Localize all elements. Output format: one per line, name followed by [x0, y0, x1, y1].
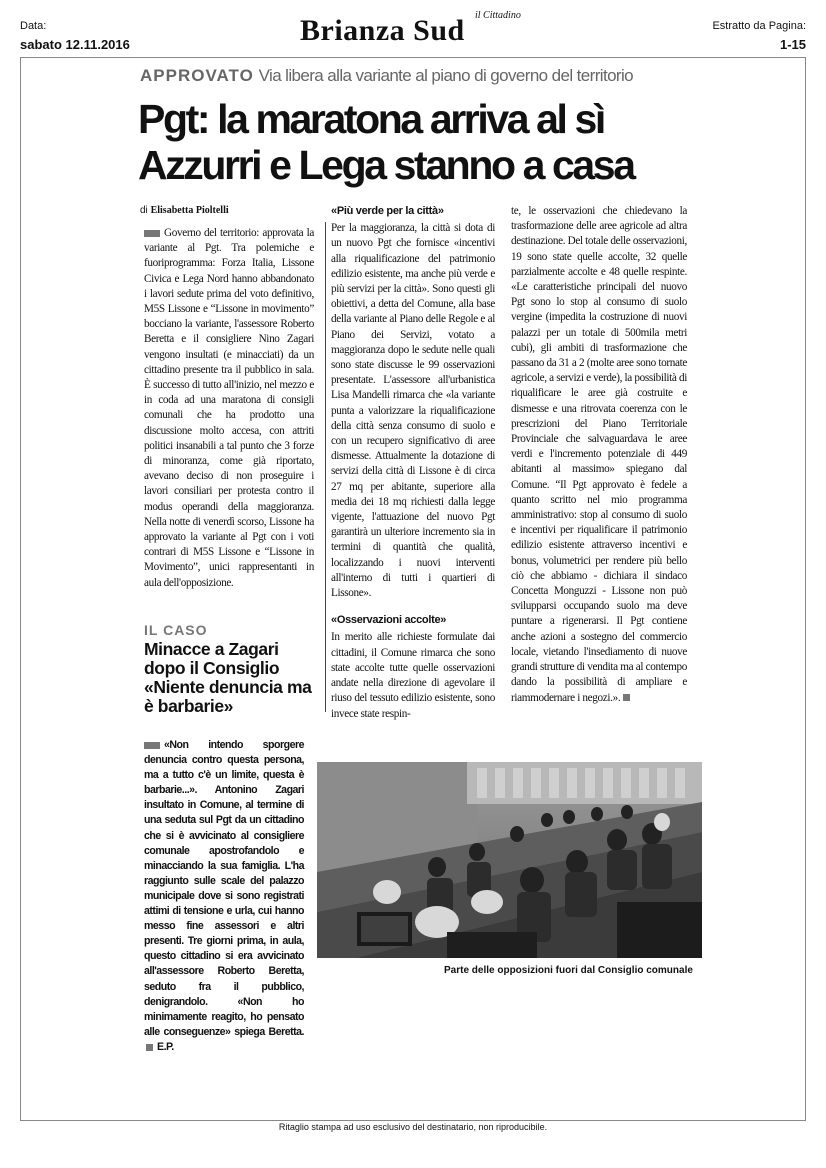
- col2-text-2: In merito alle richieste formulate dai cittadini, il Comune rimarca che sono state accolte tutte quelle osservazioni andate nella direzione di agevolare il riuso del tessuto edilizio esistente, sono invece state respin-: [331, 631, 495, 720]
- date-value: sabato 12.11.2016: [20, 37, 130, 52]
- column-divider: [325, 222, 326, 712]
- photo-caption: Parte delle opposizioni fuori dal Consiglio comunale: [444, 965, 693, 976]
- sidebar-signature: E.P.: [157, 1040, 174, 1053]
- article-column-3: [511, 204, 687, 706]
- page-value: 1-15: [779, 37, 806, 52]
- title-line-2: Azzurri e Lega stanno a casa: [138, 142, 634, 188]
- subhead-osservazioni: «Osservazioni accolte»: [331, 614, 447, 627]
- col1-text: Governo del territorio: approvata la variante al Pgt. Tra polemiche e fuoriprogramma: Forza Italia, Lissone Civica e Lega Nord hanno abbandonato i lavori sedute prima del voto definitivo, M5S Lissone e “Lissone in movimento” bocciano la variante, l'assessore Roberto Beretta e il consigliere Nino Zagari vengono insultati (e minacciati) da un cittadino presente tra il pubblico in sala. È successo di tutto all'inizio, nel mezzo e in coda ad una maratona di consigli comunali che ha prodotto una discussione molto accesa, con attriti politici insanabili a tal punto che 3 forze di minoranza, come già riportato, avevano deciso di non proseguire i lavori consiliari per protesta contro il modus operandi della maggioranza. Nella notte di venerdì scorso, Lissone ha approvato la variante al Pgt con i voti contrari di M5S Lissone e “Lissone in Movimento”, unici rappresentanti in aula dell'opposizione.: [144, 227, 314, 589]
- council-photo: [317, 762, 702, 958]
- end-square-icon: [623, 694, 630, 701]
- masthead-small: il Cittadino: [475, 10, 521, 21]
- page-label: Estratto da Pagina:: [712, 20, 806, 32]
- square-bullet-icon: [144, 742, 160, 749]
- kicker-tag: APPROVATO: [140, 66, 254, 85]
- sidebar-text: «Non intendo sporgere denuncia contro questa persona, ma a tutto c'è un limite, questa è barbarie...». Antonino Zagari insultato in Comune, al termine di una seduta sul Pgt da un cittadino che si è avvicinato al consigliere comunale apostrofandolo e minacciando la sua famiglia. L'ha raggiunto sulle scale del palazzo municipale dove si sono registrati attimi di tensione e urla, cui hanno messo fine assessori e altri presenti. Tre giorni prima, in aula, questo cittadino si era avvicinato all'assessore Roberto Beretta, seduto fra il pubblico, denigrandolo. «Non ho minimamente reagito, ho pensato alle conseguenze» spiega Beretta.: [144, 739, 304, 1038]
- footer-disclaimer: Ritaglio stampa ad uso esclusivo del destinatario, non riproducibile.: [278, 1122, 548, 1132]
- kicker-text: Via libera alla variante al piano di governo del territorio: [258, 66, 634, 85]
- col2-text-1: Per la maggioranza, la città si dota di un nuovo Pgt che fornisce «incentivi alla riqualificazione del patrimonio edilizio esistente, ma anche più verde e più servizi per la città». Sono questi gli obiettivi, a detta del Comune, alla base della variante al Piano delle Regole e al Piano dei Servizi, votato a maggioranza dopo le sedute nelle quali sono state discusse le 99 osservazioni presentate. L'assessore all'urbanistica Lisa Mandelli rimarca che «la variante punta a valorizzare la riqualificazione della città senza consumo di suolo e con un recupero significativo di aree dismesse. Attualmente la dotazione di servizi della città di Lissone è di circa 27 mq per abitante, superiore alla media dei 18 mq richiesti dalla legge vigente, l'attuazione del nuovo Pgt garantirà un ulteriore incremento sia in termini di quantità che qualità, localizzando i nuovi interventi all'interno di tutti i quartieri di Lissone».: [331, 222, 495, 600]
- date-label: Data:: [20, 20, 47, 32]
- sidebar-tag: IL CASO: [144, 622, 208, 638]
- byline-prefix: di: [140, 205, 148, 216]
- article-column-1: [144, 226, 314, 591]
- sidebar-title: Minacce a Zagari dopo il Consiglio «Niente denuncia ma è barbarie»: [144, 639, 312, 716]
- subhead-piu-verde: «Più verde per la città»: [331, 205, 444, 217]
- masthead-logo: [300, 10, 530, 46]
- article-column-2: [331, 204, 495, 722]
- square-bullet-icon: [144, 230, 160, 237]
- masthead-main: Brianza Sud: [300, 14, 465, 47]
- article-title: [138, 96, 634, 188]
- col3-text: te, le osservazioni che chiedevano la trasformazione delle aree agricole ad altra destinazione. Del totale delle osservazioni, 19 sono state quelle accolte, 32 quelle parzialmente accolte e 48 quelle respinte. «Le caratteristiche principali del nuovo Pgt sono lo stop al consumo di suolo vergine (impedita la costruzione di nuovi palazzi per un totale di 500mila metri cubi), gli ambiti di trasformazione che passano da 31 a 2 (molte aree sono tornate agricole, a servizi e verde), la possibilità di riqualificare le aree già costruite e dismesse e una ritrovata coerenza con le prescrizioni del Piano Territoriale Provinciale che salvaguardava le aree verdi e l'incremento potenziale di 449 abitanti al massimo» spiegano dal Comune. “Il Pgt approvato è fedele a quanto scritto nel mio programma amministrativo: stop al consumo di suolo e incentivi per riqualificare il patrimonio edilizio esistente attraverso incentivi e bonus, volumetrici per rendere più bello ciò che abbiamo - dichiara il sindaco Concetta Monguzzi - Lissone non può svilupparsi occupando suolo ma deve puntare a rigenerarsi. Il Pgt contiene anche azioni a sostegno del commercio locale, vietando l'insediamento di nuove grandi strutture di vendita ma al contempo dando la possibilità di ampliare e riammodernare i negozi.».: [511, 205, 687, 704]
- title-line-1: Pgt: la maratona arriva al sì: [138, 96, 604, 142]
- sidebar-body: [144, 738, 304, 1055]
- kicker: [140, 66, 633, 86]
- end-square-icon: [146, 1044, 153, 1051]
- byline-author: Elisabetta Pioltelli: [150, 205, 229, 216]
- byline: [140, 205, 229, 216]
